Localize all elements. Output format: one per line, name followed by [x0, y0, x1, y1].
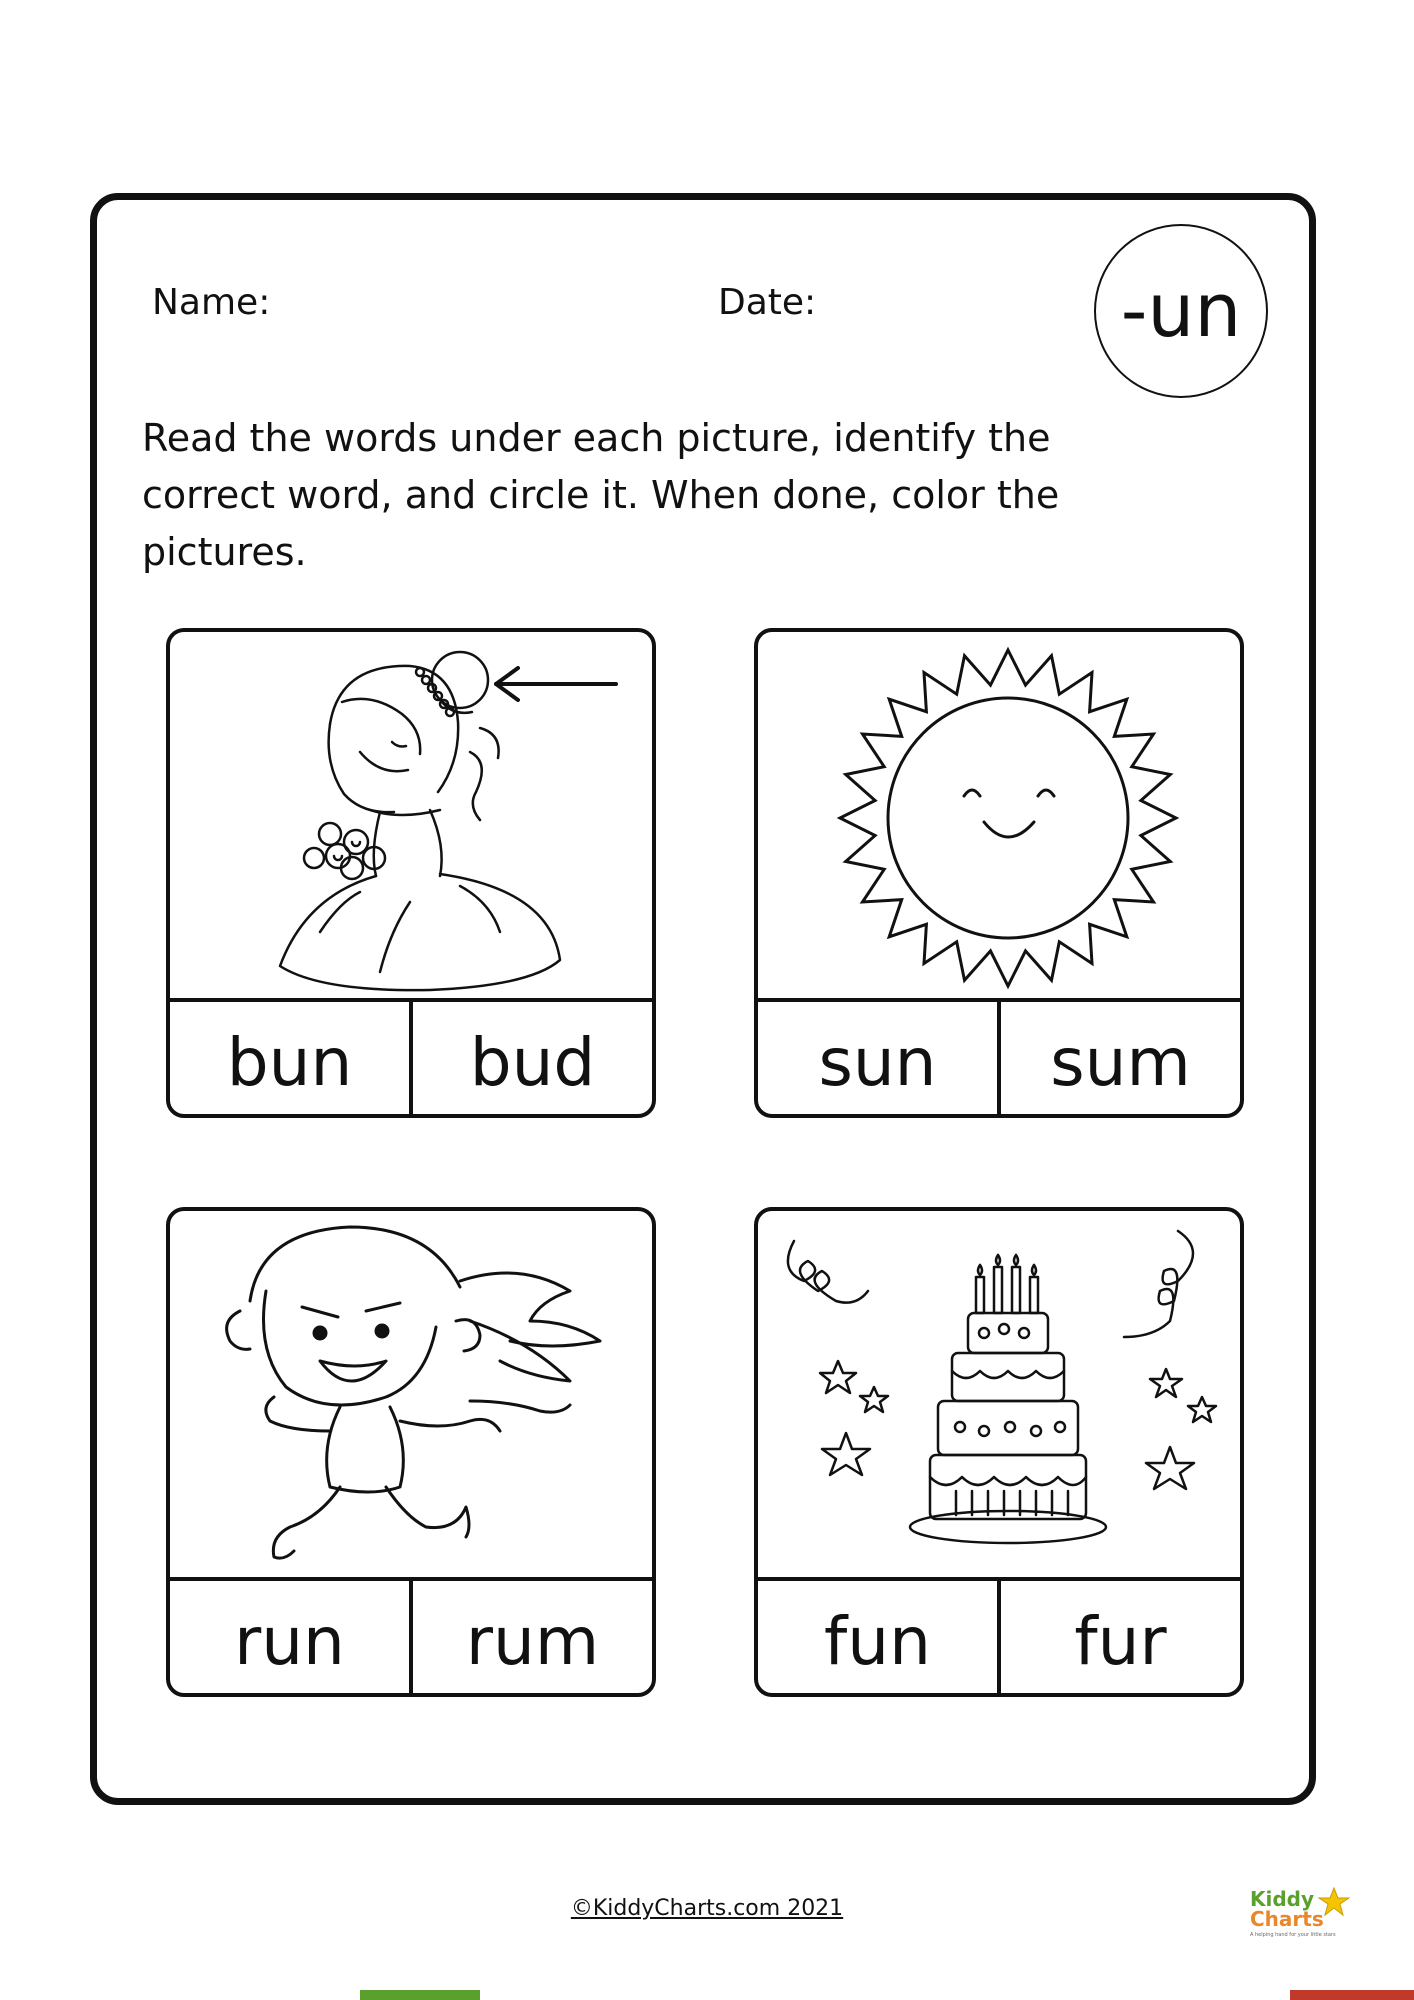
picture-card-bun [166, 628, 656, 1118]
smiling-sun-icon [758, 632, 1240, 998]
name-label: Name: [152, 282, 271, 323]
bottom-decoration [1290, 1990, 1414, 2000]
word-choices [758, 1577, 1240, 1697]
word-option[interactable]: fur [997, 1581, 1240, 1697]
kiddycharts-logo [1248, 1884, 1350, 1940]
svg-text:A helping hand for your little: A helping hand for your little stars [1250, 1932, 1336, 1938]
birthday-cake-icon [758, 1211, 1240, 1577]
word-option[interactable]: run [234, 1602, 345, 1680]
date-label: Date: [718, 282, 817, 323]
word-option[interactable]: bud [409, 1002, 652, 1118]
word-choices [170, 1577, 652, 1697]
picture-card-fun [754, 1207, 1244, 1697]
word-option[interactable]: bun [226, 1023, 353, 1101]
word-option[interactable]: rum [409, 1581, 652, 1697]
princess-with-bun-icon [170, 632, 652, 998]
word-choices [170, 998, 652, 1118]
picture-card-sun [754, 628, 1244, 1118]
word-option[interactable]: sum [997, 1002, 1240, 1118]
svg-text:Kiddy: Kiddy [1250, 1887, 1315, 1911]
copyright-footer[interactable]: ©KiddyCharts.com 2021 [570, 1896, 844, 1921]
bottom-decoration [360, 1990, 480, 2000]
word-option[interactable]: sun [818, 1023, 937, 1101]
word-choices [758, 998, 1240, 1118]
running-girl-icon [170, 1211, 652, 1577]
word-family-badge: -un [1094, 224, 1268, 398]
picture-card-run [166, 1207, 656, 1697]
instructions-text: Read the words under each picture, identify the correct word, and circle it. When done, color the pictures. [142, 416, 1060, 574]
word-option[interactable]: fun [824, 1602, 931, 1680]
svg-text:Charts: Charts [1250, 1907, 1324, 1931]
